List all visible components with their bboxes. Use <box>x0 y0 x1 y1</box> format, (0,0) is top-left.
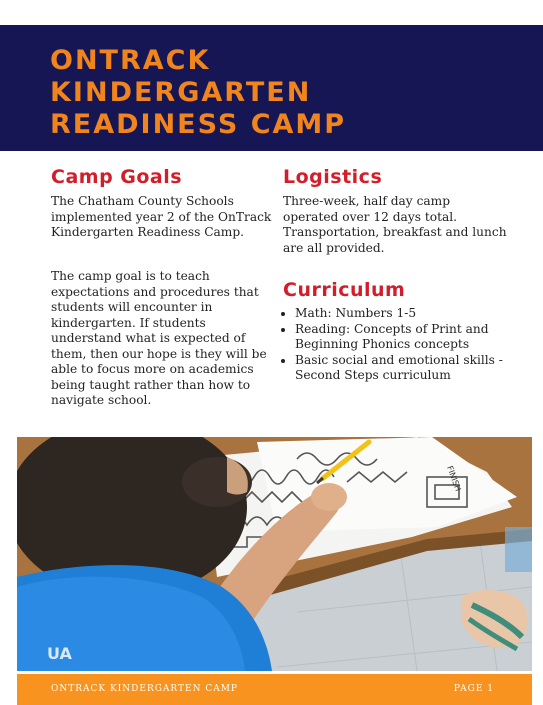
camp-goals-heading: Camp Goals <box>51 166 183 188</box>
top-margin <box>0 0 543 25</box>
curriculum-item-social: • Basic social and emotional skills - Second Steps curriculum <box>295 353 510 384</box>
photo-illustration <box>17 437 532 671</box>
page-footer <box>17 674 532 705</box>
curriculum-list <box>283 306 510 384</box>
page-title <box>50 45 346 141</box>
logistics-heading: Logistics <box>283 166 383 188</box>
curriculum-item-math: • Math: Numbers 1-5 <box>295 306 510 322</box>
worksheet-finish-label: FINISH <box>445 464 463 493</box>
curriculum-heading: Curriculum <box>283 279 406 301</box>
footer-title: ONTRACK KINDERGARTEN CAMP <box>51 684 238 694</box>
title-banner <box>0 25 543 151</box>
footer-page-number: PAGE 1 <box>453 684 494 694</box>
logistics-text: Three-week, half day camp operated over 12 days total. Transportation, breakfast and lunch are all provided. <box>283 194 507 255</box>
title-line-2: KINDERGARTEN <box>50 77 312 108</box>
camp-goals-paragraph-1: The Chatham County Schools implemented year 2 of the OnTrack Kindergarten Readiness Camp. <box>51 194 272 239</box>
classroom-photo <box>17 437 532 671</box>
curriculum-item-reading: • Reading: Concepts of Print and Beginning Phonics concepts <box>295 322 510 353</box>
title-line-1: ONTRACK <box>50 45 211 76</box>
camp-goals-paragraph-2: The camp goal is to teach expectations and procedures that students will encounter in kindergarten. If students understand what is expected of them, then our hope is they will be able to focus more on academics being taught rather than how to navigate school. <box>51 269 267 407</box>
svg-text:UA: UA <box>47 644 72 663</box>
title-line-3: READINESS CAMP <box>50 109 347 140</box>
